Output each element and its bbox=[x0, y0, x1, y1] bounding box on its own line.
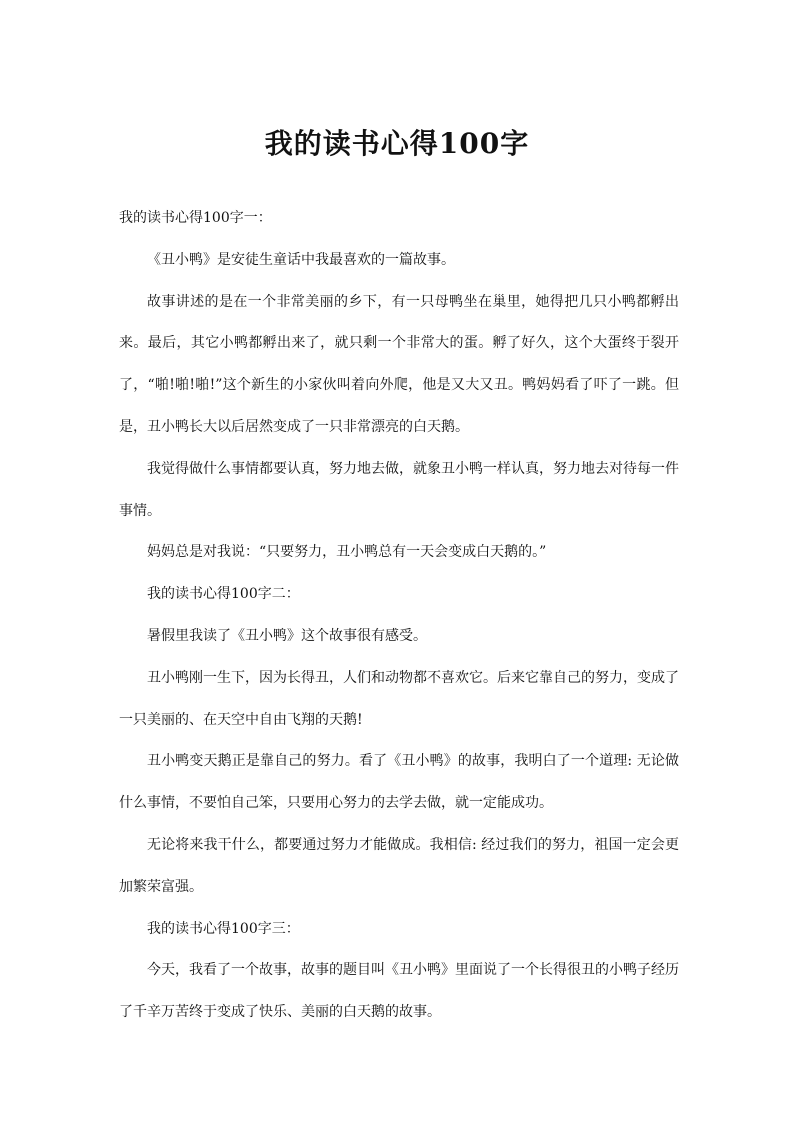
paragraph-9: 丑小鸭变天鹅正是靠自己的努力。看了《丑小鸭》的故事，我明白了一个道理: 无论做什么事情，不要怕自己笨，只要用心努力的去学去做，就一定能成功。 bbox=[119, 753, 679, 812]
paragraph-12: 今天，我看了一个故事，故事的题目叫《丑小鸭》里面说了一个长得很丑的小鸭子经历了千辛万苦终于变成了快乐、美丽的白天鹅的故事。 bbox=[119, 962, 679, 1021]
paragraph-6: 我的读书心得100字二： bbox=[147, 586, 300, 603]
paragraph-7: 暑假里我读了《丑小鸭》这个故事很有感受。 bbox=[147, 627, 427, 644]
paragraph-11: 我的读书心得100字三： bbox=[147, 920, 300, 937]
paragraph-5: 妈妈总是对我说：“只要努力，丑小鸭总有一天会变成白天鹅的。” bbox=[147, 544, 547, 561]
paragraph-1: 我的读书心得100字一： bbox=[119, 210, 272, 226]
paragraph-10: 无论将来我干什么，都要通过努力才能做成。我相信: 经过我们的努力，祖国一定会更加繁荣富强。 bbox=[119, 836, 679, 895]
paragraph-2: 《丑小鸭》是安徒生童话中我最喜欢的一篇故事。 bbox=[147, 251, 455, 268]
paragraph-3: 故事讲述的是在一个非常美丽的乡下，有一只母鸭坐在巢里，她得把几只小鸭都孵出来。最后，其它小鸭都孵出来了，就只剩一个非常大的蛋。孵了好久，这个大蛋终于裂开了，“啪!啪!啪!”这个新生的小家伙叫着向外爬，他是又大又丑。鸭妈妈看了吓了一跳。但是，丑小鸭长大以后居然变成了一只非常漂亮的白天鹅。 bbox=[119, 293, 679, 435]
document-body bbox=[119, 198, 679, 1034]
paragraph-8: 丑小鸭刚一生下，因为长得丑，人们和动物都不喜欢它。后来它靠自己的努力，变成了一只美丽的、在天空中自由飞翔的天鹅! bbox=[119, 669, 679, 728]
paragraph-4: 我觉得做什么事情都要认真，努力地去做，就象丑小鸭一样认真，努力地去对待每一件事情。 bbox=[119, 460, 679, 519]
document-title: 我的读书心得100字 bbox=[264, 127, 530, 160]
